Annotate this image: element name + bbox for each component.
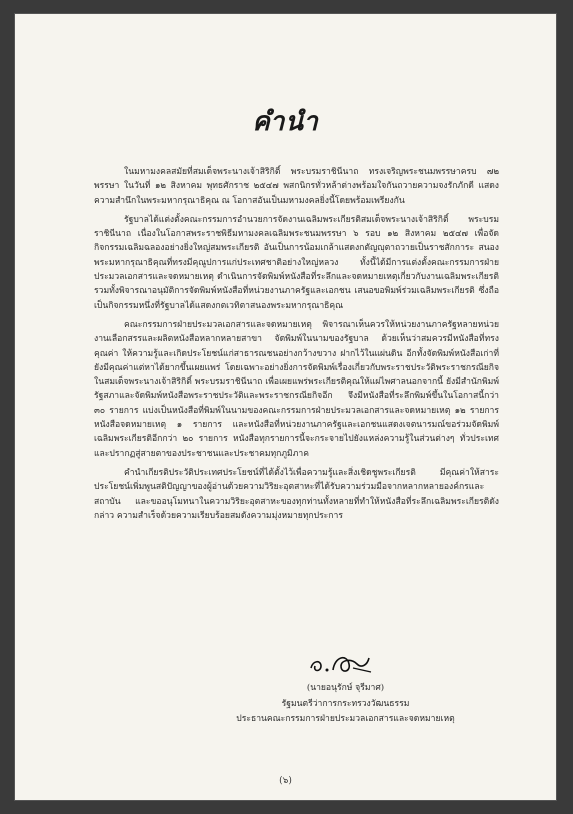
paragraph: ในมหามงคลสมัยที่สมเด็จพระนางเจ้าสิริกิติ์ พระบรมราชินีนาถ ทรงเจริญพระชนมพรรษาครบ ๗๒ พรรษา ในวันที่ ๑๒ สิงหาคม พุทธศักราช ๒๕๔๗ พสกนิกรทั่วหล้าต่างพร้อมใจกันถวายความจงรักภักดี แสดงความสำนึกในพระมหากรุณาธิคุณ ณ โอกาสอันเป็นมหามงคลยิ่งนี้โดยพร้อมเพรียงกัน bbox=[94, 167, 499, 206]
page-title: คำนำ bbox=[252, 107, 319, 137]
signer-name: (นายอนุรักษ์ จุรีมาศ) bbox=[306, 683, 385, 693]
signer-committee: ประธานคณะกรรมการฝ่ายประมวลเอกสารและจดหมายเหตุ bbox=[236, 714, 455, 724]
paragraph: รัฐบาลได้แต่งตั้งคณะกรรมการอำนวยการจัดงานเฉลิมพระเกียรติสมเด็จพระนางเจ้าสิริกิติ์ พระบรมราชินีนาถ เนื่องในโอกาสพระราชพิธีมหามงคลเฉลิมพระชนมพรรษา ๖ รอบ ๑๒ สิงหาคม ๒๕๔๗ เพื่อจัดกิจกรรมเฉลิมฉลองอย่างยิ่งใหญ่สมพระเกียรติ อันเป็นการน้อมเกล้าแสดงกตัญญุตาถวายเป็นราชสักการะ สนองพระมหากรุณาธิคุณที่ทรงมีคุณูปการแก่ประเทศชาติอย่างใหญ่หลวง ทั้งนี้ได้มีการแต่งตั้งคณะกรรมการฝ่ายประมวลเอกสารและจดหมายเหตุ ดำเนินการจัดพิมพ์หนังสือที่ระลึกและจดหมายเหตุเกี่ยวกับงานเฉลิมพระเกียรติรวมทั้งพิจารณาอนุมัติการจัดพิมพ์หนังสือที่หน่วยงานภาครัฐและเอกชน เสนอขอพิมพ์ร่วมเฉลิมพระเกียรติ ซึ่งถือเป็นกิจกรรมหนึ่งที่รัฐบาลได้แสดงกตเวทิตาสนองพระมหากรุณาธิคุณ bbox=[94, 214, 499, 311]
signature-mark bbox=[307, 646, 381, 680]
page-number: (๖) bbox=[279, 776, 292, 786]
document-page bbox=[14, 13, 557, 801]
paragraph: คณะกรรมการฝ่ายประมวลเอกสารและจดหมายเหตุ พิจารณาเห็นควรให้หน่วยงานภาครัฐหลายหน่วยงานเลือกสรรและผลิตหนังสือหลากหลายสาขา จัดพิมพ์ในนามของรัฐบาล ด้วยเห็นว่าสมควรมีหนังสือที่ทรงคุณค่า ให้ความรู้และเกิดประโยชน์แก่สาธารณชนอย่างกว้างขวาง ฝากไว้ในแผ่นดิน อีกทั้งจัดพิมพ์หนังสือเก่าที่ยังมีคุณค่าแต่หาได้ยากขึ้นเผยแพร่ โดยเฉพาะอย่างยิ่งการจัดพิมพ์เรื่องเกี่ยวกับพระราชประวัติพระราชกรณียกิจ ในสมเด็จพระนางเจ้าสิริกิติ์ พระบรมราชินีนาถ เพื่อเผยแพร่พระเกียรติคุณให้แผ่ไพศาลนอกจากนี้ ยังมีสำนักพิมพ์รัฐสภาและจัดพิมพ์หนังสือพระราชประวัติและพระราชกรณียกิจอีก จึงมีหนังสือที่ระลึกพิมพ์ขึ้นในโอกาสนี้กว่า ๓๐ รายการ แบ่งเป็นหนังสือที่พิมพ์ในนามของคณะกรรมการฝ่ายประมวลเอกสารและจดหมายเหตุ ๑๒ รายการ หนังสือจดหมายเหตุ ๑ รายการ และหนังสือที่หน่วยงานภาครัฐและเอกชนแสดงเจตนารมณ์ขอร่วมจัดพิมพ์เฉลิมพระเกียรติอีกกว่า ๒๐ รายการ หนังสือทุกรายการนี้จะกระจายไปยังแหล่งความรู้ในส่วนต่างๆ ทั่วประเทศ และปรากฏสู่สายตาของประชาชนและประชาคมทุกภูมิภาค bbox=[94, 319, 499, 459]
body-text bbox=[94, 165, 499, 528]
paragraph: คำนำเกียรติประวัติประเทศประโยชน์ที่ได้ตั้งไว้เพื่อความรู้และสิ่งเชิดชูพระเกียรติ มีคุณค่าให้สาระประโยชน์เพิ่มพูนสติปัญญาของผู้อ่านด้วยความวิริยะอุตสาหะที่ได้รับความร่วมมือจากหลากหลายองค์กรและสถาบัน และขออนุโมทนาในความวิริยะอุตสาหะของทุกท่านทั้งหลายที่ทำให้หนังสือที่ระลึกเฉลิมพระเกียรติดังกล่าว ความสำเร็จด้วยความเรียบร้อยสมดังความมุ่งหมายทุกประการ bbox=[94, 467, 499, 521]
signer-position: รัฐมนตรีว่าการกระทรวงวัฒนธรรม bbox=[281, 699, 410, 709]
